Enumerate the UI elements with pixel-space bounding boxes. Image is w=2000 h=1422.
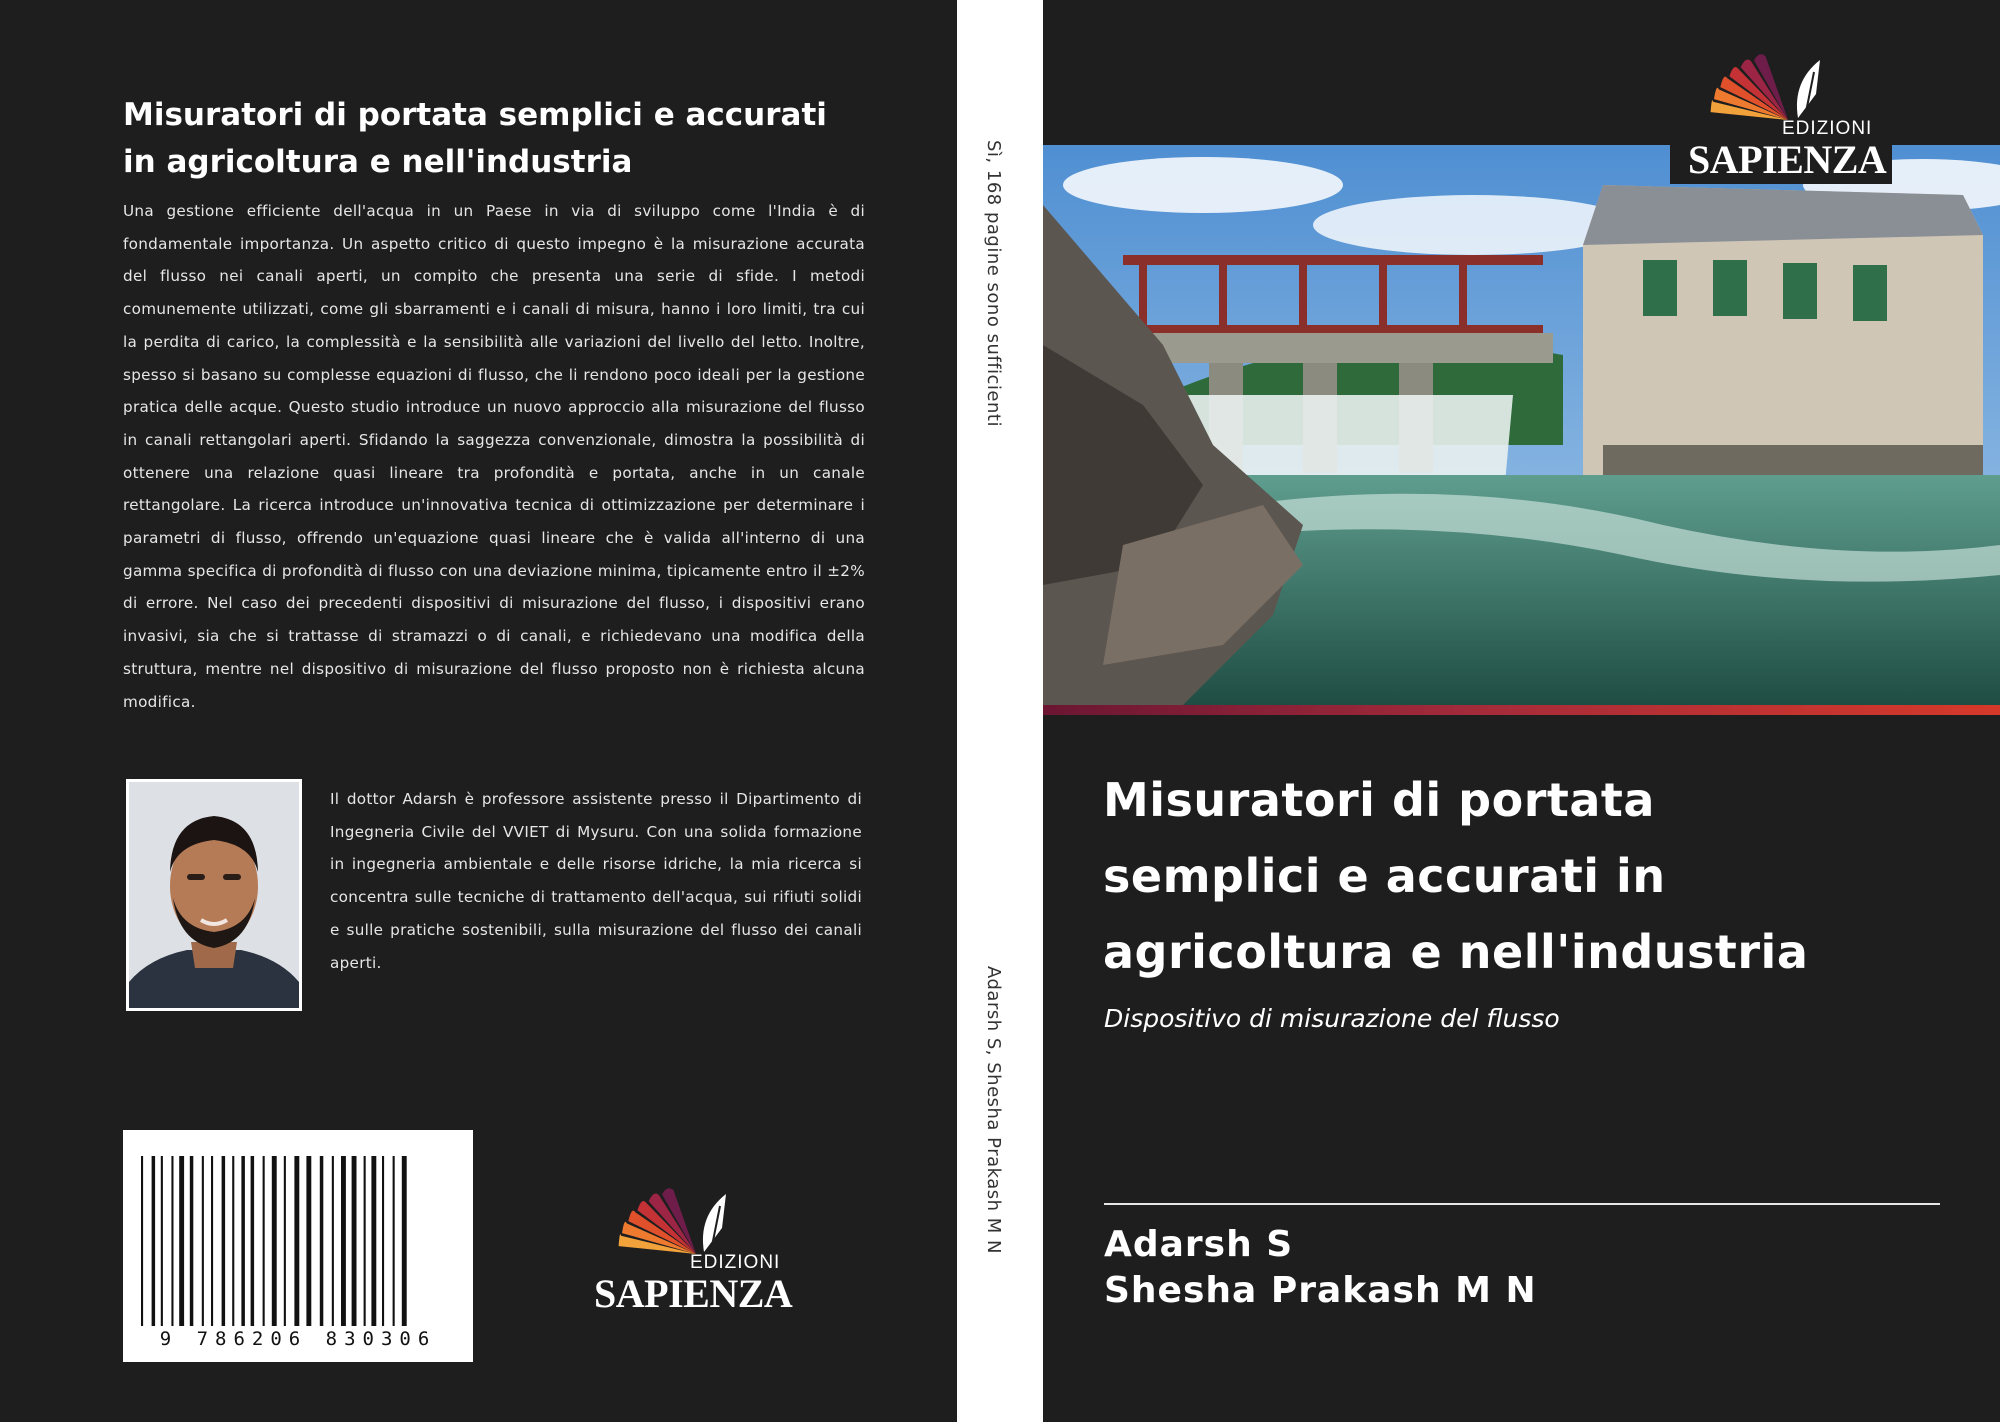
- barcode-bar: [251, 1156, 255, 1326]
- author-photo: [126, 779, 302, 1011]
- barcode-bar: [352, 1156, 357, 1326]
- barcode-bar: [402, 1156, 407, 1326]
- spine-page-count: Sì, 168 pagine sono sufficienti: [983, 140, 1004, 427]
- cover-accent-bar: [1043, 705, 2000, 715]
- logo-edizioni-text: EDIZIONI: [1782, 118, 1873, 139]
- front-title-line-2: semplici e accurati in: [1103, 849, 1666, 903]
- front-cover-subtitle: Dispositivo di misurazione del flusso: [1104, 1004, 1560, 1033]
- barcode-bar: [272, 1156, 277, 1326]
- logo-sapienza-text: SAPIENZA: [1688, 137, 1887, 182]
- cover-photo-dam: [1043, 145, 2000, 705]
- barcode-bar: [284, 1156, 286, 1326]
- logo-edizioni-text: EDIZIONI: [690, 1252, 781, 1273]
- barcode-bar: [371, 1156, 376, 1326]
- barcode-bar: [202, 1156, 204, 1326]
- publisher-logo-front: [1670, 52, 1892, 184]
- barcode-bar: [241, 1156, 245, 1326]
- barcode-bar: [171, 1156, 173, 1326]
- author-bio: Il dottor Adarsh è professore assistente presso il Dipartimento di Ingegneria Civile del VVIET di Mysuru. Con una solida formazione in ingegneria ambientale e delle risorse idriche, la mia ricerca si concentra sulle tecniche di trattamento dell'acqua, sui rifiuti solidi e sulle pratiche sostenibili, sulla misurazione del flusso dei canali aperti.: [330, 790, 862, 972]
- barcode-bar: [306, 1156, 311, 1326]
- front-title-line-3: agricoltura e nell'industria: [1103, 925, 1809, 979]
- barcode-bar: [382, 1156, 384, 1326]
- back-title-line-2: in agricoltura e nell'industria: [123, 144, 633, 180]
- author-divider: [1104, 1203, 1940, 1205]
- front-author-1: Adarsh S: [1104, 1224, 1294, 1265]
- back-title-line-1: Misuratori di portata semplici e accurati: [123, 97, 827, 133]
- barcode-bar: [190, 1156, 194, 1326]
- barcode-bar: [332, 1156, 334, 1326]
- barcode-bar: [161, 1156, 163, 1326]
- front-title-line-1: Misuratori di portata: [1103, 773, 1655, 827]
- barcode-bar: [294, 1156, 299, 1326]
- publisher-logo-back: [586, 1186, 800, 1318]
- barcode-bar: [222, 1156, 226, 1326]
- author-portrait-icon: [129, 782, 299, 1008]
- barcode-bar: [263, 1156, 265, 1326]
- front-author-2: Shesha Prakash M N: [1104, 1270, 1537, 1311]
- barcode-bar: [364, 1156, 366, 1326]
- back-cover-title: [123, 92, 883, 186]
- logo-sapienza-text: SAPIENZA: [594, 1271, 793, 1316]
- barcode-number: 9 786206 830306: [159, 1328, 437, 1350]
- barcode-bar: [232, 1156, 234, 1326]
- barcode-bar: [152, 1156, 156, 1326]
- isbn-barcode: [123, 1130, 473, 1362]
- dam-landscape-icon: [1043, 145, 2000, 705]
- back-cover-blurb: Una gestione efficiente dell'acqua in un Paese in via di sviluppo come l'India è di fondamentale importanza. Un aspetto critico di questo impegno è la misurazione accurata del flusso nei canali aperti, un compito che presenta una serie di sfide. I metodi comunemente utilizzati, come gli sbarramenti e i canali di misura, hanno i loro limiti, tra cui la perdita di carico, la complessità e la sensibilità alle variazioni del livello del letto. Inoltre, spesso si basano su complesse equazioni di flusso, che li rendono poco ideali per la gestione pratica delle acque. Questo studio introduce un nuovo approccio alla misurazione del flusso in canali rettangolari aperti. Sfidando la saggezza convenzionale, dimostra la possibilità di ottenere una relazione quasi lineare tra profondità e portata, anche in un canale rettangolare. La ricerca introduce un'innovativa tecnica di ottimizzazione per determinare i parametri di flusso, offrendo un'equazione quasi lineare che è valida all'interno di una gamma specifica di profondità di flusso con una deviazione minima, tipicamente entro il ±2% di errore. Nel caso dei precedenti dispositivi di misurazione del flusso, i dispositivi erano invasivi, sia che si trattasse di stramazzi o di canali, e richiedevano una modifica della struttura, mentre nel dispositivo di misurazione del flusso proposto non è richiesta alcuna modifica.: [123, 202, 865, 711]
- spine-authors: Adarsh S, Shesha Prakash M N: [983, 966, 1004, 1255]
- barcode-bar: [179, 1156, 184, 1326]
- front-cover-title: [1103, 762, 1963, 990]
- barcode-bar: [211, 1156, 213, 1326]
- barcode-bar: [320, 1156, 324, 1326]
- barcode-bar: [141, 1156, 143, 1326]
- barcode-bar: [341, 1156, 346, 1326]
- barcode-bar: [393, 1156, 395, 1326]
